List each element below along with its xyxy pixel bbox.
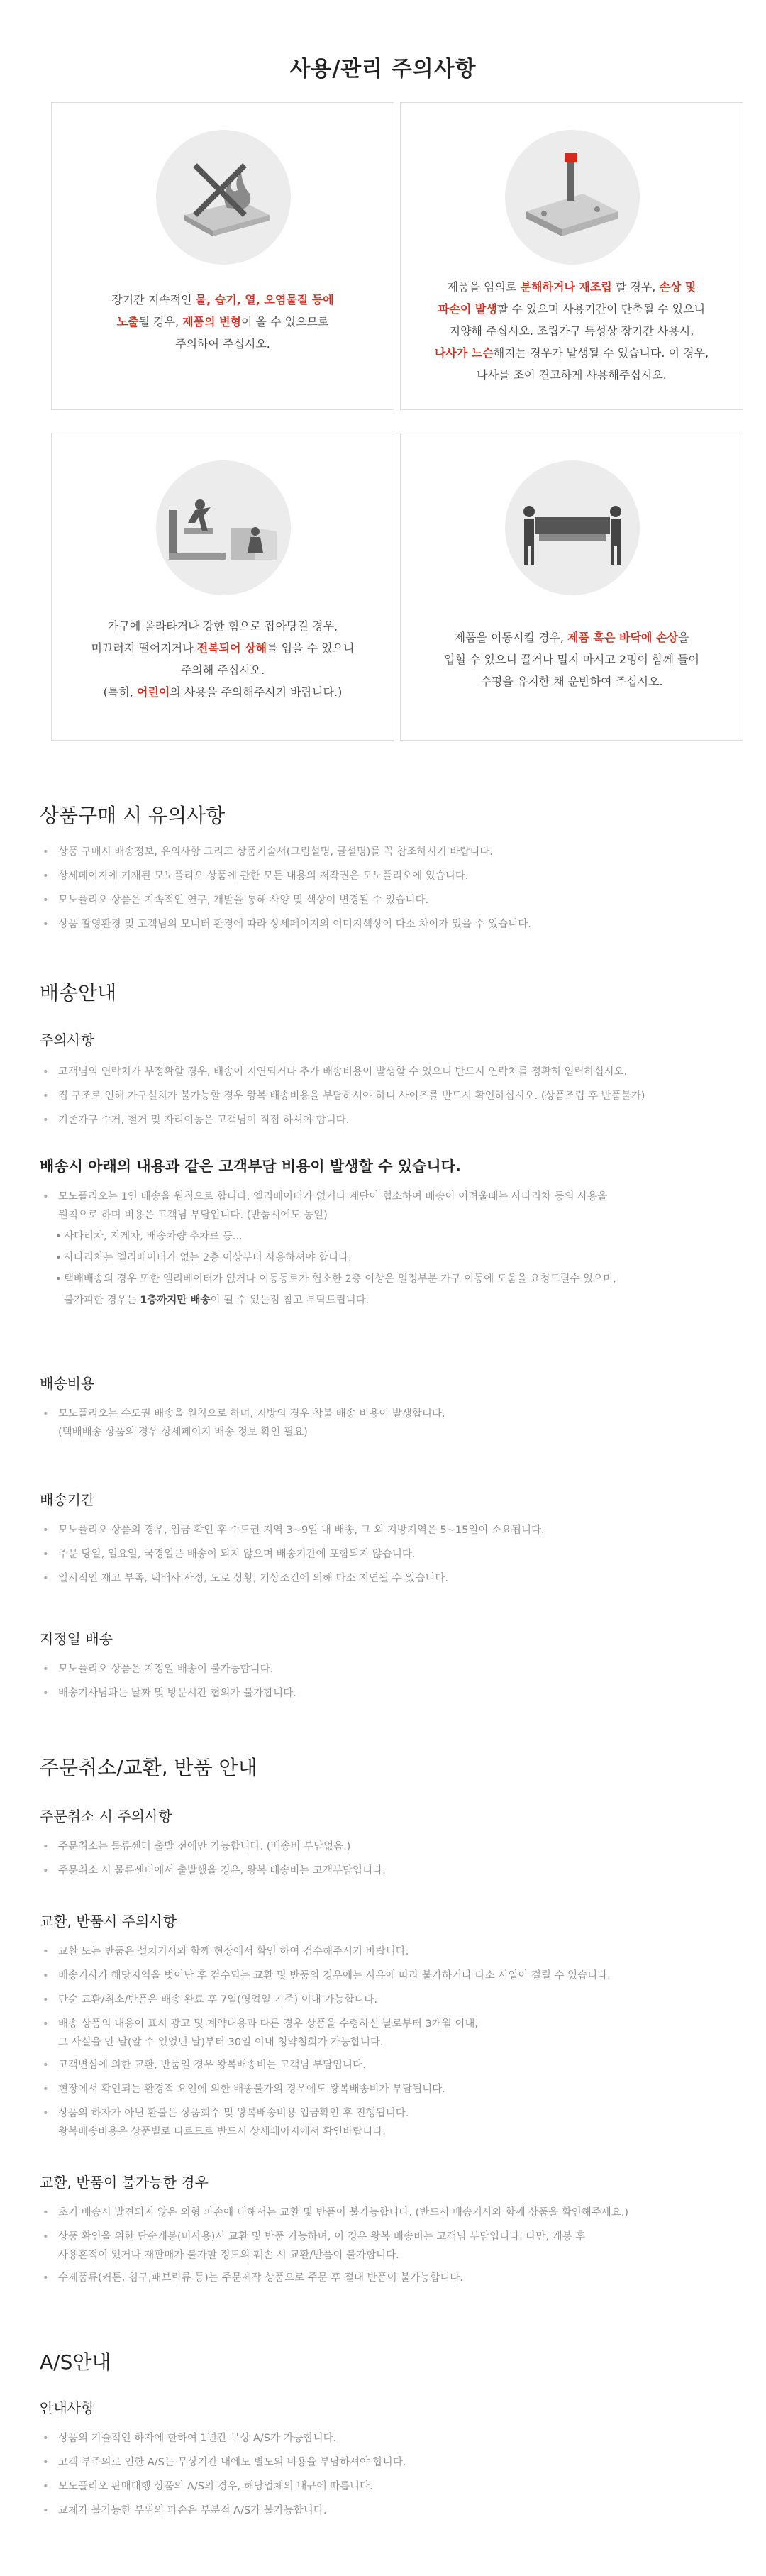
card4-text-a: 제품을 이동시킬 경우, <box>454 631 568 644</box>
screwdriver-icon <box>505 130 640 265</box>
card3-text-b: 미끄러져 떨어지거나 <box>91 641 197 655</box>
child-climbing-icon <box>156 460 291 595</box>
list-item: • 초기 배송시 발견되지 않은 외형 파손에 대해서는 교환 및 반품이 불가능합니다. (반드시 배송기사와 함께 상품을 확인해주세요.) <box>41 2201 628 2225</box>
card3-text-d: 주의해 주십시오. <box>180 663 265 677</box>
card1-text-c: 이 올 수 있으므로 <box>240 315 329 328</box>
delivery-extra-list <box>41 1185 616 1311</box>
list-sub-item: • 사다리차는 엘리베이터가 없는 2층 이상부터 사용하셔야 합니다. <box>41 1247 616 1268</box>
page-title: 사용/관리 주의사항 <box>289 57 477 82</box>
list-item-continued <box>41 1290 616 1311</box>
list-item: • 모노플리오 상품의 경우, 입금 확인 후 수도권 지역 3~9일 내 배송, 그 외 지방지역은 5~15일이 소요됩니다. <box>41 1518 545 1542</box>
card2-text-f: 나사를 조여 견고하게 사용해주십시오. <box>477 368 667 382</box>
list-item: • 주문취소 시 물류센터에서 출발했을 경우, 왕복 배송비는 고객부담입니다. <box>41 1859 386 1883</box>
card2-red-c: 파손이 발생 <box>438 302 497 316</box>
card4-text-c: 입힐 수 있으니 끌거나 밀지 마시고 2명이 함께 들어 <box>444 653 699 666</box>
list-item-continued: 사용흔적이 있거나 재판매가 불가할 정도의 훼손 시 교환/반품이 불가합니다. <box>58 2250 399 2261</box>
card1-red-b: 노출 <box>116 315 139 328</box>
list-item: • 배송기사님과는 날짜 및 방문시간 협의가 불가합니다. <box>41 1681 296 1706</box>
list-item: • 주문 당일, 일요일, 국경일은 배송이 되지 않으며 배송기간에 포함되지 않습니다. <box>41 1542 545 1566</box>
card2-text-e: 해지는 경우가 발생될 수 있습니다. 이 경우, <box>493 346 709 360</box>
list-item: • 교체가 불가능한 부위의 파손은 부분적 A/S가 불가능합니다. <box>41 2499 406 2523</box>
cancel-caution-list <box>41 1835 386 1883</box>
purchase-heading: 상품구매 시 유의사항 <box>40 804 226 827</box>
list-item-continued: 그 사실을 안 날(알 수 있었던 날)부터 30일 이내 청약철회가 가능합니다. <box>58 2037 384 2048</box>
as-list <box>41 2426 406 2523</box>
card2-text-d: 지양해 주십시오. 조립가구 특성상 장기간 사용시, <box>449 324 694 338</box>
as-sub-heading: 안내사항 <box>40 2399 95 2416</box>
card3-text-f: 의 사용을 주의해주시기 바랍니다.) <box>170 685 343 699</box>
card1-red-a: 물, 습기, 열, 오염물질 등에 <box>195 293 334 306</box>
card2-text-b: 할 경우, <box>611 280 660 294</box>
delivery-fee-list <box>41 1402 445 1443</box>
list-item: • 집 구조로 인해 가구설치가 불가능할 경우 왕복 배송비용을 부담하셔야 하니 사이즈를 반드시 확인하십시오. (상품조립 후 반품불가) <box>41 1084 645 1108</box>
list-sub-item: • 택배배송의 경우 또한 엘리베이터가 없거나 이동동로가 협소한 2층 이상은 일정부분 가구 이동에 도움을 요청드릴수 있으며, <box>41 1268 616 1290</box>
two-people-carry-icon <box>505 460 640 595</box>
card4-text-d: 수평을 유지한 채 운반하여 주십시오. <box>480 675 663 688</box>
card3-red-b: 어린이 <box>136 685 170 699</box>
card2-red-b: 손상 및 <box>659 280 696 294</box>
card1-text-d: 주의하여 주십시오. <box>175 337 270 350</box>
card4-text-b: 을 <box>677 631 689 644</box>
cancel-heading: 주문취소/교환, 반품 안내 <box>40 1756 257 1779</box>
no-exchange-list <box>41 2201 628 2290</box>
list-item: • 고객변심에 의한 교환, 반품일 경우 왕복배송비는 고객님 부담입니다. <box>41 2053 611 2077</box>
card3-text-e: (특히, <box>103 685 137 699</box>
list-item: • 상세페이지에 기재된 모노플리오 상품에 관한 모든 내용의 저작권은 모노플리오에 있습니다. <box>41 864 531 888</box>
text-span: 이 될 수 있는점 참고 부탁드립니다. <box>210 1295 370 1306</box>
card2-red-d: 나사가 느슨 <box>434 346 494 360</box>
list-item: • 모노플리오 상품은 지정일 배송이 불가능합니다. <box>41 1657 296 1681</box>
purchase-list <box>41 840 531 936</box>
list-item: • 상품의 하자가 아닌 환불은 상품회수 및 왕복배송비용 입금확인 후 진행됩니다. <box>41 2101 611 2126</box>
list-item: • 고객 부주의로 인한 A/S는 무상기간 내에도 별도의 비용을 부담하셔야 합니다. <box>41 2450 406 2475</box>
no-exchange-heading: 교환, 반품이 불가능한 경우 <box>40 2174 209 2191</box>
exchange-heading: 교환, 반품시 주의사항 <box>40 1913 177 1930</box>
delivery-period-list <box>41 1518 545 1591</box>
list-item-continued: 왕복배송비용은 상품별로 다르므로 반드시 상세페이지에서 확인바랍니다. <box>58 2126 386 2138</box>
list-item: • 고객님의 연락처가 부정확할 경우, 배송이 지연되거나 추가 배송비용이 발생할 수 있으니 반드시 연락처를 정확히 입력하십시오. <box>41 1060 645 1084</box>
exchange-list <box>41 1940 611 2143</box>
list-item: • 수제품류(커튼, 침구,패브릭류 등)는 주문제작 상품으로 주문 후 절대 반품이 불가능합니다. <box>41 2266 628 2290</box>
bold-span: 1층까지만 배송 <box>140 1295 211 1306</box>
list-item: • 모노플리오는 수도권 배송을 원칙으로 하며, 지방의 경우 착불 배송 비용이 발생합니다. <box>41 1402 445 1426</box>
card3-text-a: 가구에 올라타거나 강한 힘으로 잡아당길 경우, <box>107 619 338 633</box>
caution-card-moving <box>400 433 743 741</box>
card4-red-a: 제품 혹은 바닥에 손상 <box>567 631 678 644</box>
card2-red-a: 분해하거나 재조립 <box>520 280 612 294</box>
delivery-caution-list <box>41 1060 645 1132</box>
list-item: • 모노플리오는 1인 배송을 원칙으로 합니다. 엘리베이터가 없거나 계단이 협소하여 배송이 어려울때는 사다리차 등의 사용을 <box>41 1185 616 1209</box>
delivery-heading: 배송안내 <box>40 981 117 1005</box>
caution-card-climbing <box>51 433 394 741</box>
list-item: • 주문취소는 물류센터 출발 전에만 가능합니다. (배송비 부담없음.) <box>41 1835 386 1859</box>
card1-text-b: 될 경우, <box>138 315 183 328</box>
list-item: • 상품 확인을 위한 단순개봉(미사용)시 교환 및 반품 가능하며, 이 경우 왕복 배송비는 고객님 부담입니다. 다만, 개봉 후 <box>41 2225 628 2249</box>
list-item: • 상품 촬영환경 및 고객님의 모니터 환경에 따라 상세페이지의 이미지색상이 다소 차이가 있을 수 있습니다. <box>41 912 531 936</box>
list-item-continued: 원칙으로 하며 비용은 고객님 부담입니다. (반품시에도 동일) <box>58 1210 328 1221</box>
caution-text-1 <box>66 289 379 355</box>
list-item-continued: (택배배송 상품의 경우 상세페이지 배송 정보 확인 필요) <box>58 1427 308 1438</box>
fixed-date-list <box>41 1657 296 1706</box>
card1-text-a: 장기간 지속적인 <box>111 293 196 306</box>
delivery-fee-heading: 배송비용 <box>40 1375 95 1392</box>
list-item: • 단순 교환/취소/반품은 배송 완료 후 7일(영업일 기준) 이내 가능합니다. <box>41 1988 611 2012</box>
card2-text-a: 제품을 임의로 <box>447 280 521 294</box>
caution-card-disassembly <box>400 102 743 410</box>
moisture-heat-icon <box>156 130 291 265</box>
list-item: • 모노플리오 판매대행 상품의 A/S의 경우, 해당업체의 내규에 따릅니다. <box>41 2475 406 2499</box>
card3-text-c: 를 입을 수 있으니 <box>267 641 355 655</box>
card1-red-c: 제품의 변형 <box>182 315 241 328</box>
caution-text-2 <box>415 276 728 386</box>
list-item: • 현장에서 확인되는 환경적 요인에 의한 배송불가의 경우에도 왕복배송비가 부담됩니다. <box>41 2077 611 2101</box>
list-item: • 교환 또는 반품은 설치기사와 함께 현장에서 확인 하여 검수해주시기 바랍니다. <box>41 1940 611 1964</box>
text-span: 불가피한 경우는 <box>64 1295 140 1306</box>
card3-red-a: 전복되어 상해 <box>196 641 267 655</box>
delivery-extra-heading: 배송시 아래의 내용과 같은 고객부담 비용이 발생할 수 있습니다. <box>40 1158 461 1175</box>
caution-card-moisture <box>51 102 394 410</box>
card2-text-c: 할 수 있으며 사용기간이 단축될 수 있으니 <box>496 302 706 316</box>
list-item: • 상품의 기술적인 하자에 한하여 1년간 무상 A/S가 가능합니다. <box>41 2426 406 2450</box>
fixed-date-heading: 지정일 배송 <box>40 1630 113 1647</box>
as-heading: A/S안내 <box>40 2350 111 2374</box>
list-item: • 배송 상품의 내용이 표시 광고 및 계약내용과 다른 경우 상품을 수령하신 날로부터 3개월 이내, <box>41 2012 611 2036</box>
list-item: • 상품 구매시 배송정보, 유의사항 그리고 상품기술서(그림설명, 글설명)를 꼭 참조하시기 바랍니다. <box>41 840 531 864</box>
list-item: • 모노플리오 상품은 지속적인 연구, 개발을 통해 사양 및 색상이 변경될 수 있습니다. <box>41 888 531 912</box>
caution-text-4 <box>415 626 728 692</box>
list-item: • 기존가구 수거, 철거 및 자리이동은 고객님이 직접 하셔야 합니다. <box>41 1108 645 1132</box>
cancel-caution-heading: 주문취소 시 주의사항 <box>40 1808 172 1825</box>
delivery-caution-heading: 주의사항 <box>40 1032 95 1049</box>
caution-text-3 <box>66 615 379 703</box>
delivery-period-heading: 배송기간 <box>40 1491 95 1508</box>
list-item: • 일시적인 재고 부족, 택배사 사정, 도로 상황, 기상조건에 의해 다소 지연될 수 있습니다. <box>41 1566 545 1591</box>
list-sub-item: • 사다리차, 지게차, 배송차량 추차료 등... <box>41 1226 616 1247</box>
list-item: • 배송기사가 해당지역을 벗어난 후 검수되는 교환 및 반품의 경우에는 사유에 따라 불가하거나 다소 시일이 걸릴 수 있습니다. <box>41 1964 611 1988</box>
